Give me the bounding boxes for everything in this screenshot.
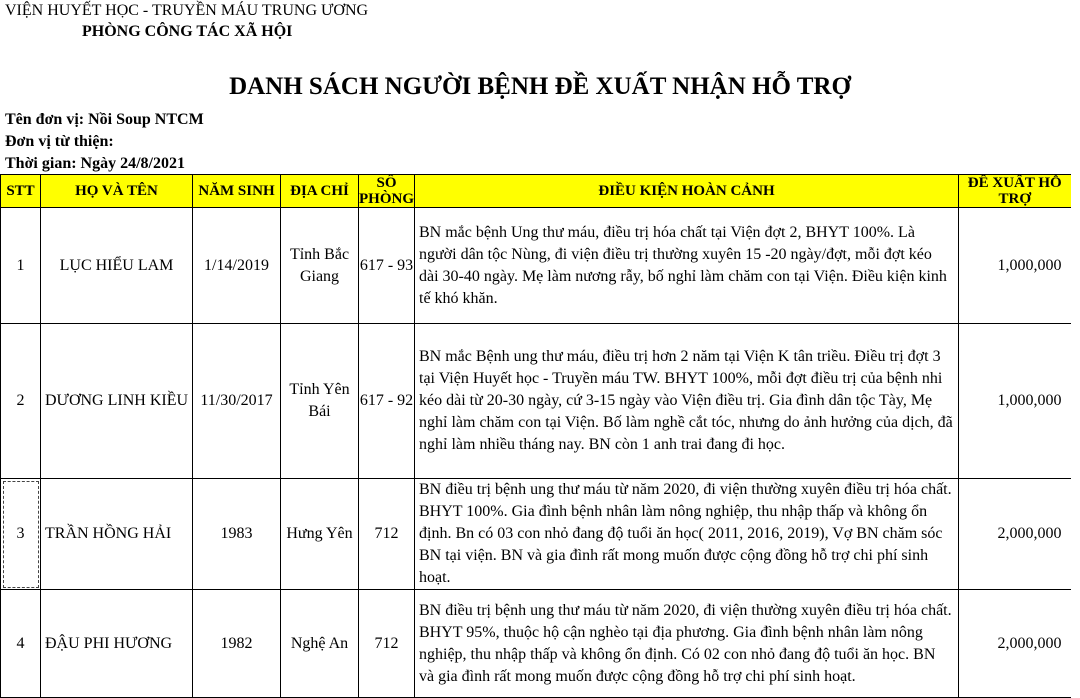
table-row [1,590,1071,698]
cell-name[interactable]: TRẦN HỒNG HẢI [41,479,193,590]
cell-support[interactable]: 1,000,000 [959,324,1071,479]
cell-birth[interactable]: 11/30/2017 [193,324,281,479]
page-title: DANH SÁCH NGƯỜI BỆNH ĐỀ XUẤT NHẬN HỖ TRỢ [229,73,851,100]
cell-room[interactable]: 712 [359,590,415,698]
cell-stt[interactable]: 1 [1,208,41,324]
cell-support[interactable]: 1,000,000 [959,208,1071,324]
col-header-name[interactable]: HỌ VÀ TÊN [41,175,193,208]
table-row [1,479,1071,590]
col-header-condition[interactable]: ĐIỀU KIỆN HOÀN CẢNH [415,175,959,208]
department-name: PHÒNG CÔNG TÁC XÃ HỘI [82,23,293,40]
cell-support[interactable]: 2,000,000 [959,590,1071,698]
cell-birth[interactable]: 1983 [193,479,281,590]
report-time: Thời gian: Ngày 24/8/2021 [5,155,185,172]
cell-name[interactable]: LỤC HIỂU LAM [41,208,193,324]
col-header-support[interactable]: ĐỀ XUẤT HỖ TRỢ [959,175,1071,208]
table-row [1,324,1071,479]
col-header-stt[interactable]: STT [1,175,41,208]
cell-room[interactable]: 617 - 92 [359,324,415,479]
cell-room[interactable]: 712 [359,479,415,590]
cell-stt[interactable]: 2 [1,324,41,479]
cell-name[interactable]: DƯƠNG LINH KIỀU [41,324,193,479]
col-header-room[interactable]: SỐ PHÒNG [359,175,414,207]
cell-room[interactable]: 617 - 93 [359,208,415,324]
col-header-address[interactable]: ĐỊA CHỈ [281,175,359,208]
cell-stt-selected[interactable]: 3 [1,479,41,590]
table-row [1,208,1071,324]
cell-birth[interactable]: 1982 [193,590,281,698]
cell-condition[interactable]: BN điều trị bệnh ung thư máu từ năm 2020, đi viện thường xuyên điều trị hóa chất. BHYT 95%, thuộc hộ cận nghèo tại địa phương. Gia đình bệnh nhân làm nông nghiệp, thu nhập thấp và không ổn định. Có 02 con nhỏ đang độ tuổi ăn học. BN và gia đình rất mong muốn được cộng đồng hỗ trợ chi phí sinh hoạt. [415,590,959,698]
charity-unit: Đơn vị từ thiện: [5,133,114,150]
cell-address[interactable]: Tỉnh Bắc Giang [281,208,359,324]
cell-address[interactable]: Nghệ An [281,590,359,698]
table-header-row [1,175,1071,208]
cell-condition[interactable]: BN điều trị bệnh ung thư máu từ năm 2020, đi viện thường xuyên điều trị hóa chất. BHYT 100%. Gia đình bệnh nhân làm nông nghiệp, thu nhập thấp và không ổn định. Bn có 03 con nhỏ đang độ tuổi ăn học( 2011, 2016, 2019), Vợ BN chăm sóc BN tại viện. BN và gia đình rất mong muốn được cộng đồng hỗ trợ chi phí sinh hoạt. [415,479,959,590]
cell-address[interactable]: Hưng Yên [281,479,359,590]
patient-table [0,174,1071,698]
cell-support[interactable]: 2,000,000 [959,479,1071,590]
cell-name[interactable]: ĐẬU PHI HƯƠNG [41,590,193,698]
institute-name: VIỆN HUYẾT HỌC - TRUYỀN MÁU TRUNG ƯƠNG [5,2,369,19]
unit-name: Tên đơn vị: Nồi Soup NTCM [5,111,204,128]
cell-condition[interactable]: BN mắc Bệnh ung thư máu, điều trị hơn 2 năm tại Viện K tân triều. Điều trị đợt 3 tại Viện Huyết học - Truyền máu TW. BHYT 100%, mỗi đợt điều trị của bệnh nhi kéo dài từ 20-30 ngày, cứ 3-15 ngày vào Viện điều trị. Gia đình dân tộc Tày, Mẹ nghỉ làm chăm con tại Viện. Bố làm nghề cắt tóc, nhưng do ảnh hưởng của dịch, đã nghỉ làm nhiều tháng nay. BN còn 1 anh trai đang đi học. [415,324,959,479]
cell-stt[interactable]: 4 [1,590,41,698]
cell-address[interactable]: Tỉnh Yên Bái [281,324,359,479]
col-header-birth[interactable]: NĂM SINH [193,175,281,208]
cell-birth[interactable]: 1/14/2019 [193,208,281,324]
cell-condition[interactable]: BN mắc bệnh Ung thư máu, điều trị hóa chất tại Viện đợt 2, BHYT 100%. Là người dân tộc Nùng, đi viện điều trị thường xuyên 15 -20 ngày/đợt, mỗi đợt kéo dài 30-40 ngày. Mẹ làm nương rẫy, bố nghỉ làm chăm con tại Viện. Điều kiện kinh tế khó khăn. [415,208,959,324]
